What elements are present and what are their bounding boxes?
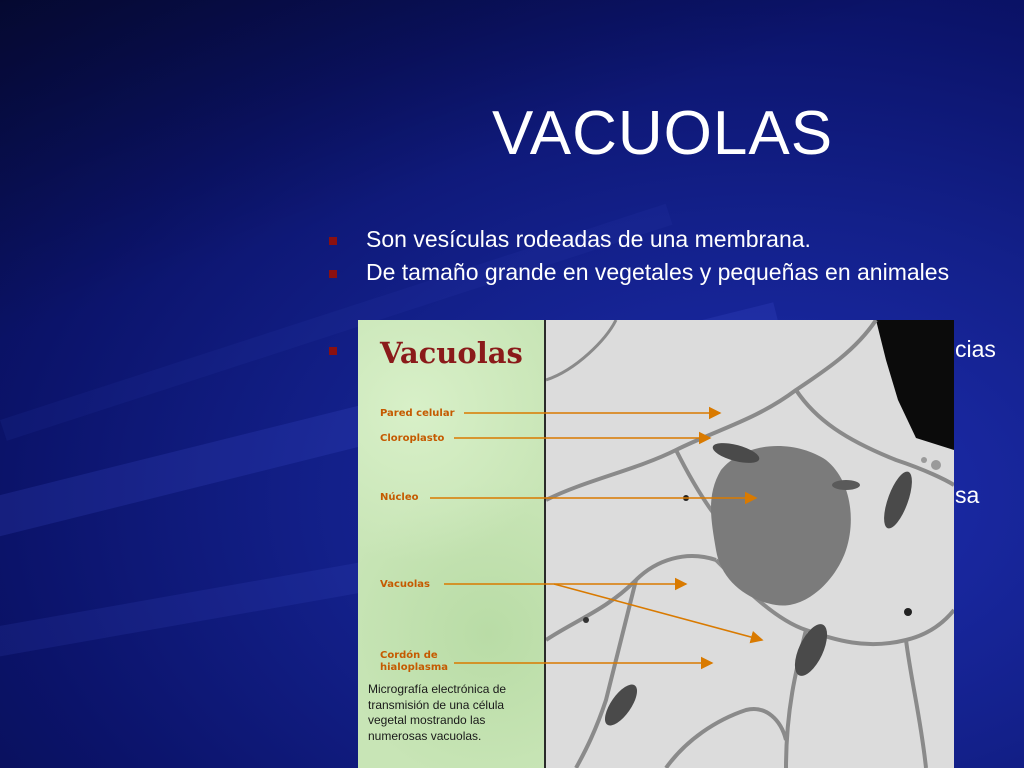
bullet-marker bbox=[329, 347, 337, 355]
bullet-text-fragment: cias bbox=[955, 336, 996, 362]
bullet-marker bbox=[329, 237, 337, 245]
bullet-text: De tamaño grande en vegetales y pequeñas en animales bbox=[366, 259, 950, 285]
arrow-vacuolas-2 bbox=[554, 584, 762, 640]
label-cordon-de: Cordón de bbox=[380, 650, 438, 661]
label-nucleo: Núcleo bbox=[380, 492, 419, 503]
bullet-text-fragment: sa bbox=[955, 482, 980, 508]
label-arrows bbox=[358, 320, 954, 768]
label-hialoplasma: hialoplasma bbox=[380, 662, 449, 673]
bullet-marker bbox=[329, 270, 337, 278]
bullet-list bbox=[326, 228, 1016, 294]
bullet-item bbox=[326, 261, 1016, 284]
label-vacuolas: Vacuolas bbox=[380, 579, 430, 590]
bullet-item bbox=[326, 228, 1016, 251]
bullet-text: Son vesículas rodeadas de una membrana. bbox=[366, 226, 811, 252]
slide-title: VACUOLAS bbox=[492, 99, 834, 168]
label-pared-celular: Pared celular bbox=[380, 408, 455, 419]
vacuole-figure bbox=[358, 320, 954, 768]
figure-caption: Micrografía electrónica de transmisión de una célula vegetal mostrando las numerosas vacuolas. bbox=[368, 682, 507, 743]
label-cloroplasto: Cloroplasto bbox=[380, 433, 445, 444]
figure-title: Vacuolas bbox=[380, 336, 523, 370]
